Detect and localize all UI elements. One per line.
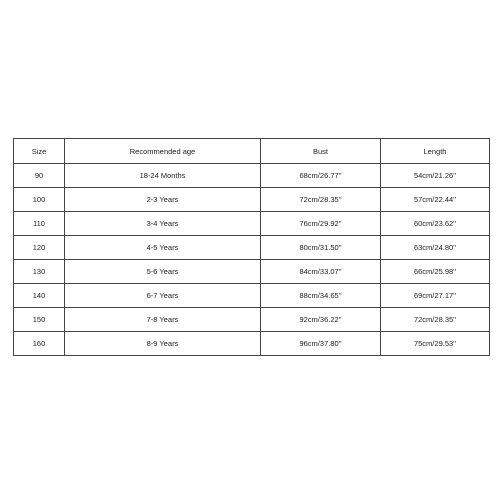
cell-length: 60cm/23.62'': [381, 212, 490, 236]
table-row: [14, 236, 490, 260]
cell-size: 150: [14, 308, 65, 332]
cell-length: 69cm/27.17'': [381, 284, 490, 308]
cell-recommended-age: 18-24 Months: [65, 164, 261, 188]
cell-bust: 80cm/31.50'': [261, 236, 381, 260]
table-row: [14, 188, 490, 212]
cell-size: 130: [14, 260, 65, 284]
table-row: [14, 332, 490, 356]
cell-length: 72cm/28.35'': [381, 308, 490, 332]
cell-bust: 68cm/26.77'': [261, 164, 381, 188]
table-body: [14, 164, 490, 356]
header-row: [14, 139, 490, 164]
cell-recommended-age: 5-6 Years: [65, 260, 261, 284]
header-size: Size: [14, 139, 65, 164]
cell-bust: 88cm/34.65'': [261, 284, 381, 308]
cell-bust: 84cm/33.07'': [261, 260, 381, 284]
cell-length: 63cm/24.80'': [381, 236, 490, 260]
table-row: [14, 308, 490, 332]
cell-recommended-age: 4-5 Years: [65, 236, 261, 260]
cell-length: 66cm/25.98'': [381, 260, 490, 284]
cell-length: 54cm/21.26'': [381, 164, 490, 188]
cell-size: 110: [14, 212, 65, 236]
cell-bust: 72cm/28.35'': [261, 188, 381, 212]
table-row: [14, 164, 490, 188]
table-header: [14, 139, 490, 164]
cell-recommended-age: 6-7 Years: [65, 284, 261, 308]
cell-size: 140: [14, 284, 65, 308]
cell-recommended-age: 7-8 Years: [65, 308, 261, 332]
header-recommended-age: Recommended age: [65, 139, 261, 164]
cell-bust: 76cm/29.92'': [261, 212, 381, 236]
header-bust: Bust: [261, 139, 381, 164]
size-chart-table: [13, 138, 490, 356]
table-row: [14, 260, 490, 284]
cell-size: 160: [14, 332, 65, 356]
cell-recommended-age: 3-4 Years: [65, 212, 261, 236]
cell-size: 120: [14, 236, 65, 260]
table-row: [14, 212, 490, 236]
cell-size: 100: [14, 188, 65, 212]
cell-recommended-age: 8-9 Years: [65, 332, 261, 356]
cell-length: 75cm/29.53'': [381, 332, 490, 356]
header-length: Length: [381, 139, 490, 164]
table-row: [14, 284, 490, 308]
cell-bust: 92cm/36.22'': [261, 308, 381, 332]
cell-recommended-age: 2-3 Years: [65, 188, 261, 212]
cell-size: 90: [14, 164, 65, 188]
cell-length: 57cm/22.44'': [381, 188, 490, 212]
cell-bust: 96cm/37.80'': [261, 332, 381, 356]
